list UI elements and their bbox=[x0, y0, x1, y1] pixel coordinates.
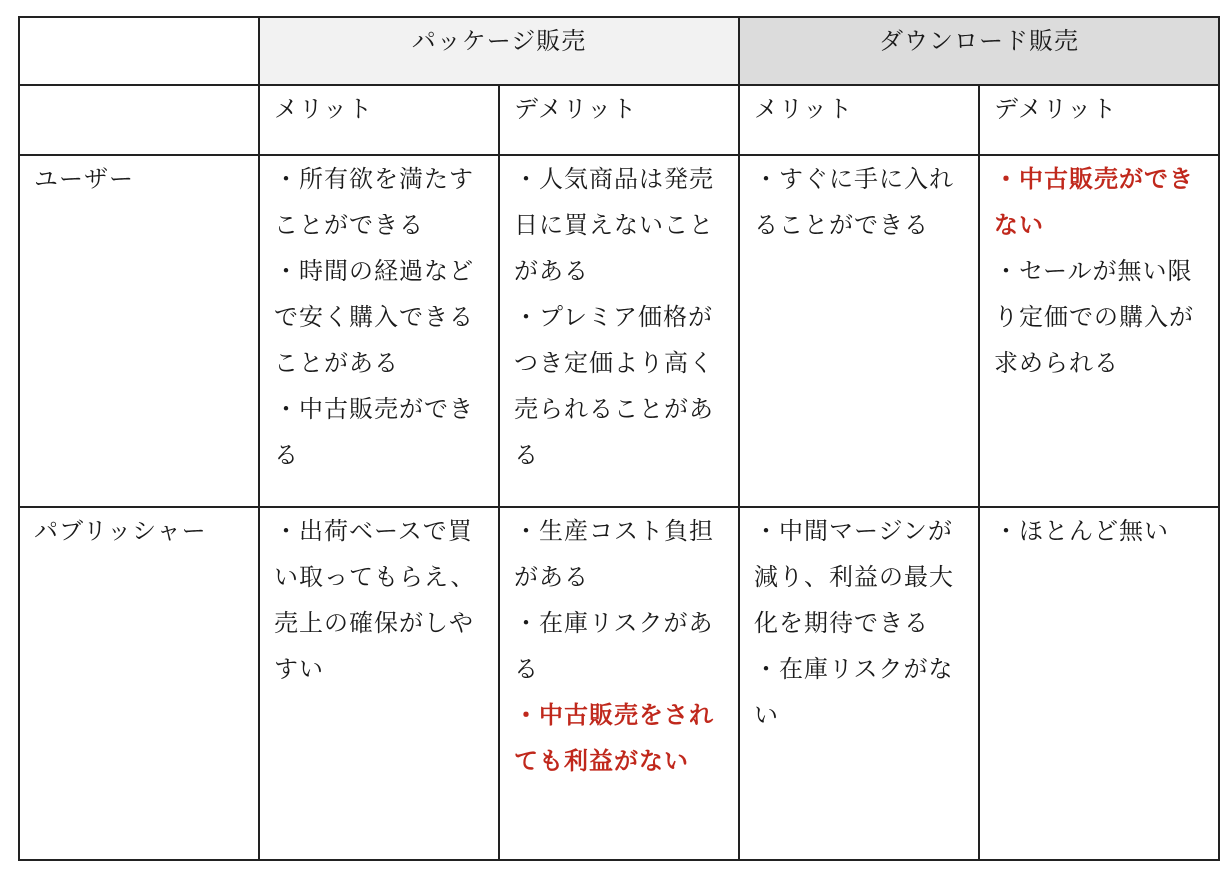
package-sales-header: パッケージ販売 bbox=[259, 17, 739, 85]
user-download-merit-cell bbox=[739, 155, 979, 507]
bullet-point: ・中間マージンが減り、利益の最大化を期待できる bbox=[754, 517, 954, 637]
group-header-row bbox=[19, 17, 1219, 85]
download-merit-header: メリット bbox=[739, 85, 979, 155]
bullet-point: ・出荷ベースで買い取ってもらえ、売上の確保がしやすい bbox=[274, 517, 476, 683]
bullet-point: ・すぐに手に入れることができる bbox=[754, 165, 954, 239]
download-sales-header: ダウンロード販売 bbox=[739, 17, 1219, 85]
bullet-point: ・所有欲を満たすことができる bbox=[274, 165, 474, 239]
publisher-row-label: パブリッシャー bbox=[19, 507, 259, 860]
bullet-point: ・在庫リスクがある bbox=[514, 609, 714, 683]
bullet-point: ・中古販売ができる bbox=[274, 395, 474, 469]
bullet-point: ・プレミア価格がつき定価より高く売られることがある bbox=[514, 303, 714, 469]
publisher-download-merit-cell bbox=[739, 507, 979, 860]
sub-header-row bbox=[19, 85, 1219, 155]
bullet-point: ・セールが無い限り定価での購入が求められる bbox=[994, 257, 1194, 377]
bullet-point: ・時間の経過などで安く購入できることがある bbox=[274, 257, 474, 377]
publisher-download-demerit-cell bbox=[979, 507, 1219, 860]
user-row-label: ユーザー bbox=[19, 155, 259, 507]
emphasized-point: ・中古販売ができない bbox=[994, 165, 1194, 239]
corner-cell-sub bbox=[19, 85, 259, 155]
download-demerit-header: デメリット bbox=[979, 85, 1219, 155]
package-demerit-header: デメリット bbox=[499, 85, 739, 155]
package-merit-header: メリット bbox=[259, 85, 499, 155]
comparison-table bbox=[18, 16, 1220, 861]
user-package-merit-cell bbox=[259, 155, 499, 507]
user-package-demerit-cell bbox=[499, 155, 739, 507]
bullet-point: ・人気商品は発売日に買えないことがある bbox=[514, 165, 714, 285]
emphasized-point: ・中古販売をされても利益がない bbox=[514, 701, 714, 775]
publisher-row bbox=[19, 507, 1219, 860]
publisher-package-demerit-cell bbox=[499, 507, 739, 860]
bullet-point: ・生産コスト負担がある bbox=[514, 517, 714, 591]
bullet-point: ・在庫リスクがない bbox=[754, 655, 954, 729]
corner-cell-top bbox=[19, 17, 259, 85]
bullet-point: ・ほとんど無い bbox=[994, 517, 1169, 545]
user-download-demerit-cell bbox=[979, 155, 1219, 507]
publisher-package-merit-cell bbox=[259, 507, 499, 860]
user-row bbox=[19, 155, 1219, 507]
